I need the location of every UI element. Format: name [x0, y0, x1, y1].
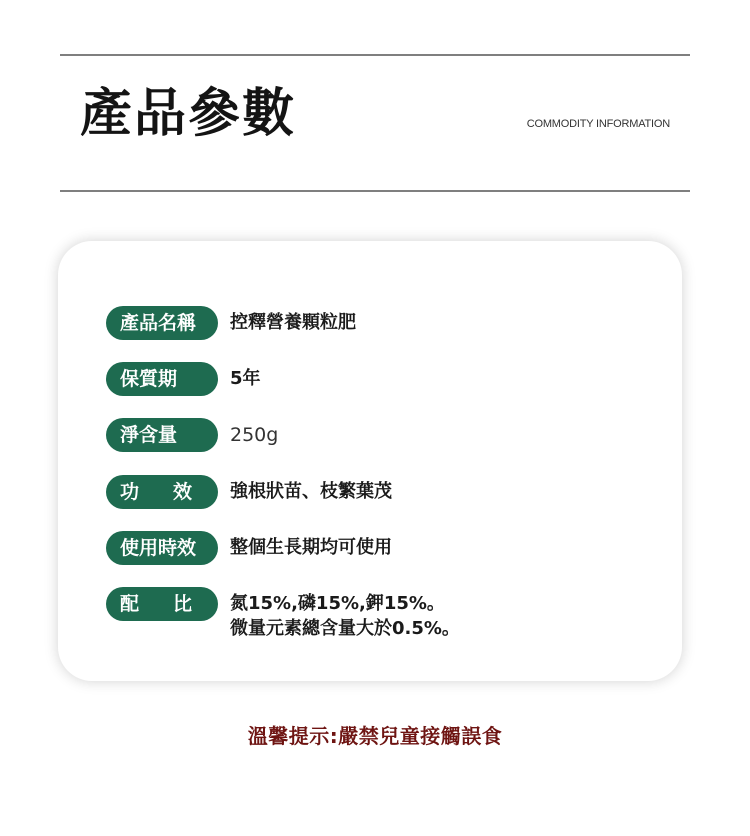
page-title: 產品參數 [80, 84, 297, 144]
safety-warning: 溫馨提示:嚴禁兒童接觸誤食 [247, 724, 503, 748]
spec-label-part: 配 [120, 593, 140, 615]
page-subtitle: COMMODITY INFORMATION [526, 118, 670, 130]
spec-value: 5年 [230, 368, 261, 389]
spec-row-effect [106, 475, 392, 509]
spec-label-part: 功 [120, 481, 140, 503]
spec-label: 淨含量 [106, 418, 218, 452]
spec-value-block [230, 587, 460, 640]
top-divider [60, 54, 690, 56]
spec-label: 保質期 [106, 362, 218, 396]
bottom-divider [60, 190, 690, 192]
spec-value: 氮15%,磷15%,鉀15%。 [230, 593, 445, 614]
spec-value: 強根狀苗、枝繁葉茂 [230, 481, 392, 502]
spec-value: 整個生長期均可使用 [230, 537, 392, 558]
spec-row-ratio [106, 587, 460, 640]
spec-value: 控釋營養顆粒肥 [230, 312, 356, 333]
spec-row-product-name [106, 306, 356, 340]
spec-label-part: 比 [172, 593, 192, 615]
spec-label [106, 587, 218, 621]
spec-label-part: 效 [172, 481, 192, 503]
spec-label: 產品名稱 [106, 306, 218, 340]
spec-row-shelf-life [106, 362, 261, 396]
spec-row-usage-period [106, 531, 392, 565]
spec-label [106, 475, 218, 509]
spec-row-net-weight [106, 418, 278, 452]
spec-label: 使用時效 [106, 531, 218, 565]
spec-value-line2: 微量元素總含量大於0.5%。 [230, 618, 460, 639]
spec-value: 250g [230, 424, 279, 446]
